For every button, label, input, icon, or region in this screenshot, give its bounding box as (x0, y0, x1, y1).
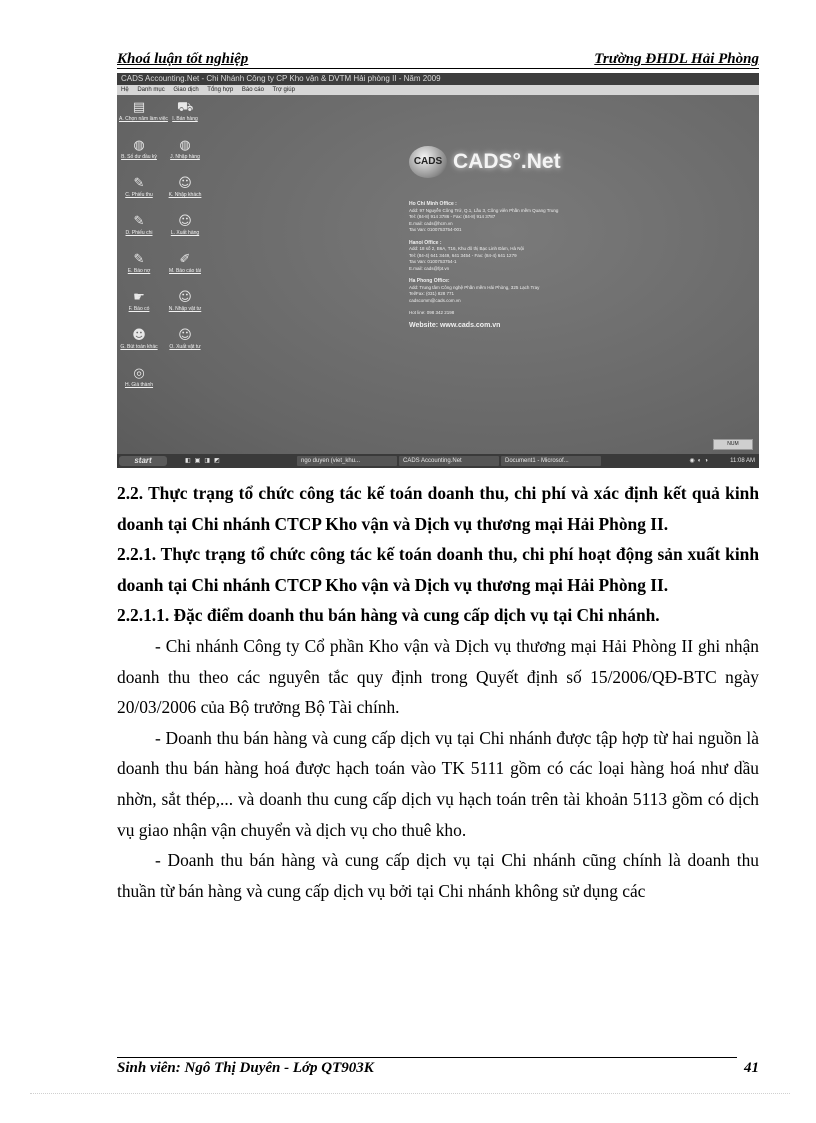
people-icon: ☻ (132, 328, 146, 343)
paragraph-2: - Doanh thu bán hàng và cung cấp dịch vụ tại Chi nhánh được tập hợp từ hai nguồn là doanh thu bán hàng hoá được hạch toán vào TK 5111 gồm có các loại hàng hoá như dầu nhờn, sắt thép,... và doanh thu cung cấp dịch vụ hạch toán trên tài khoản 5113 gồm có dịch vụ giao nhận vận chuyển và dịch vụ cho thuê kho. (117, 727, 759, 840)
header-university: Trường ĐHDL Hải Phòng (594, 51, 759, 67)
menu-item-reports[interactable]: Báo cáo (241, 87, 264, 93)
shortcut-sales[interactable]: ⛟ I. Bán hàng (172, 100, 198, 122)
section-heading-2-2-1-1: 2.2.1.1. Đặc điểm doanh thu bán hàng và cung cấp dịch vụ tại Chi nhánh. (117, 605, 660, 626)
website: Website: www.cads.com.vn (409, 321, 501, 329)
office-hcm: Ho Chi Minh Office : Add: 97 Nguyễn Công Trứ, Q.1, Lầu 3, Công viên Phần mềm Quang Trung Tel: (84-8) 914 3786 - Fax: (84-8) 914 3787 E.mail: cads@hcm.vn Tax Van: 0100753754-001 (409, 201, 559, 232)
car-icon: ⛟ (177, 100, 194, 115)
menu-item-catalog[interactable]: Danh mục (137, 87, 165, 93)
shortcut-other-entries[interactable]: ☻ G. Bút toán khác (120, 328, 158, 350)
window-titlebar: CADS Accounting.Net - Chi Nhánh Công ty CP Kho vận & DVTM Hải phòng II - Năm 2009 (117, 73, 759, 85)
pen-icon: ✎ (133, 176, 145, 191)
page-break-dots (30, 1093, 790, 1094)
taskbar-button-word[interactable]: Document1 - Microsof... (501, 456, 601, 466)
person-icon: ☺ (178, 328, 192, 343)
cads-logo (409, 146, 609, 180)
cads-logo-text: CADS°.Net (453, 150, 561, 173)
folder-icon: ▤ (132, 100, 146, 115)
shortcut-customer-entry[interactable]: ☺ K. Nhập khách (168, 176, 202, 198)
shortcut-choose-year[interactable]: ▤ A. Chọn năm làm việc (119, 100, 168, 122)
shortcut-debit-note[interactable]: ✎ E. Báo nợ (127, 252, 151, 274)
person-icon: ☺ (178, 290, 192, 305)
disk-icon: ◎ (133, 366, 145, 381)
shortcut-material-receipt[interactable]: ☺ N. Nhập vật tư (168, 290, 202, 312)
section-heading-2-2-1: 2.2.1. Thực trạng tổ chức công tác kế toán doanh thu, chi phí hoạt động sản xuất kinh doanh tại Chi nhánh CTCP Kho vận và Dịch vụ thương mại Hải Phòng II. (117, 544, 759, 595)
software-screenshot (117, 73, 759, 468)
shortcut-cost-price[interactable]: ◎ H. Giá thành (124, 366, 154, 388)
taskbar-button-document[interactable]: ngo duyen (viet_khu... (297, 456, 397, 466)
running-footer (117, 1058, 759, 1078)
header-thesis-title: Khoá luận tốt nghiệp (117, 51, 249, 67)
taskbar-clock: 11:08 AM (730, 458, 755, 464)
start-button[interactable]: start (119, 456, 167, 466)
system-tray-icons[interactable]: ◉◐◑ (689, 458, 711, 464)
shortcut-material-issue[interactable]: ☺ O. Xuất vật tư (169, 328, 201, 350)
body-text (117, 478, 759, 906)
page-number: 41 (744, 1060, 759, 1076)
num-lock-indicator: NUM (713, 439, 753, 450)
menu-item-transactions[interactable]: Giao dịch (173, 87, 199, 93)
section-heading-2-2: 2.2. Thực trạng tổ chức công tác kế toán doanh thu, chi phí và xác định kết quả kinh doanh tại Chi nhánh CTCP Kho vận và Dịch vụ thương mại Hải Phòng II. (117, 483, 759, 534)
hotline: Hot line: 098 342 2198 (409, 310, 455, 315)
office-hanoi: Hanoi Office : Add: 18 số 2, B6A, T16, Khu đô thị Bạc Linh Đàm, Hà Nội Tel: (84-4) 641 3449, 641 3454 - Fax: (84-4) 641 1279 Tax Van: 0100753754-1 E.mail: cads@fpt.vn (409, 239, 524, 271)
shortcut-receipt[interactable]: ✎ C. Phiếu thu (125, 176, 153, 198)
cads-logo-badge: CADS (409, 146, 447, 178)
hand-icon: ☛ (133, 290, 145, 305)
globe-icon: ◍ (179, 138, 191, 153)
taskbar-button-cads[interactable]: CADS Accounting.Net (399, 456, 499, 466)
menu-item-help[interactable]: Trợ giúp (272, 87, 295, 93)
paragraph-1: - Chi nhánh Công ty Cổ phần Kho vận và Dịch vụ thương mại Hải Phòng II ghi nhận doanh thu theo các nguyên tắc quy định trong Quyết định số 15/2006/QĐ-BTC ngày 20/03/2006 của Bộ trưởng Bộ Tài chính. (117, 635, 759, 718)
shortcut-payment[interactable]: ✎ D. Phiếu chi (125, 214, 153, 236)
shortcut-credit-note[interactable]: ☛ F. Báo có (128, 290, 150, 312)
pen-icon: ✎ (133, 252, 145, 267)
window-menubar (117, 85, 759, 95)
office-contacts (409, 201, 689, 331)
windows-taskbar (117, 454, 759, 468)
menu-item-summary[interactable]: Tổng hợp (207, 87, 234, 93)
person-icon: ☺ (178, 214, 192, 229)
shortcut-goods-issue[interactable]: ☺ L. Xuất hàng (170, 214, 200, 236)
footer-student: Sinh viên: Ngô Thị Duyên - Lớp QT903K (117, 1060, 374, 1076)
office-haiphong: Ha Phong Office: Add: Trung tâm Công nghệ Phần mềm Hải Phòng, 325 Lạch Tray Tel/Fax: (031) 828 771 cadscomm@cads.com.vn (409, 278, 540, 303)
pen-icon: ✐ (179, 252, 191, 267)
shortcut-financial-report[interactable]: ✐ M. Báo cáo tài (169, 252, 201, 274)
shortcut-purchase[interactable]: ◍ J. Nhập hàng (170, 138, 200, 160)
quick-launch-icons[interactable]: ◧▣◨◩ (185, 458, 224, 464)
running-header (117, 50, 759, 69)
paragraph-3: - Doanh thu bán hàng và cung cấp dịch vụ tại Chi nhánh cũng chính là doanh thu thuần từ bán hàng và cung cấp dịch vụ bởi tại Chi nhánh không sử dụng các (117, 850, 759, 901)
pen-icon: ✎ (133, 214, 145, 229)
globe-icon: ◍ (133, 138, 145, 153)
shortcut-opening-balance[interactable]: ◍ B. Số dư đầu kỳ (121, 138, 157, 160)
person-icon: ☺ (178, 176, 192, 191)
menu-item-system[interactable]: Hệ (121, 87, 129, 93)
